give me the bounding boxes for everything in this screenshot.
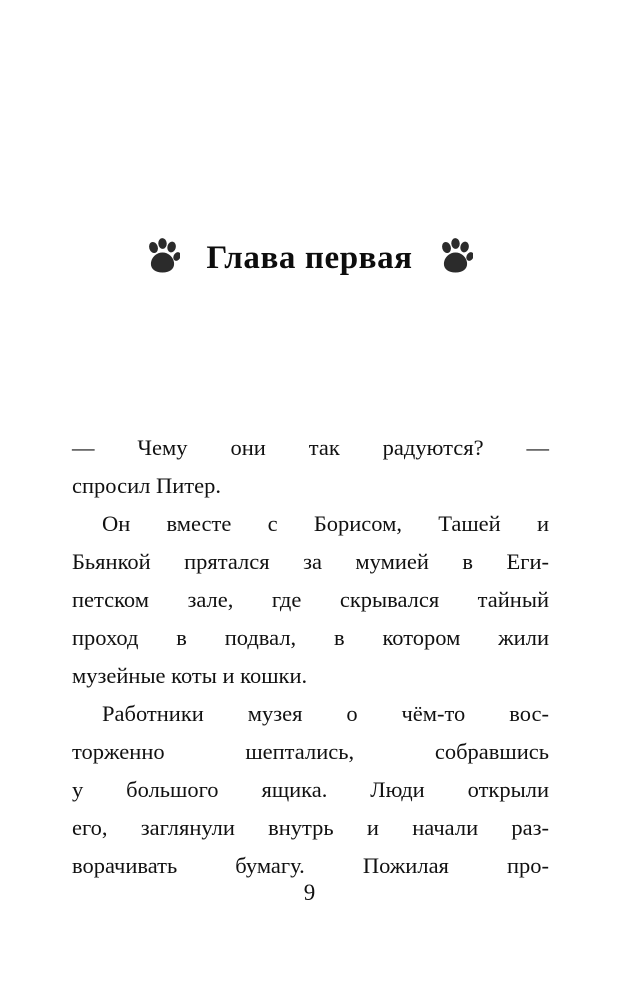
text-line: — Чему они так радуются? — (72, 435, 549, 460)
text-line: проход в подвал, в котором жили (72, 625, 549, 650)
chapter-title: Глава первая (206, 239, 413, 276)
text-line: Работники музея о чём-то вос- (102, 701, 549, 726)
text-line: музейные коты и кошки. (72, 663, 308, 688)
text-line: Он вместе с Борисом, Ташей и (102, 511, 549, 536)
body-text (72, 430, 549, 886)
text-line: спросил Питер. (72, 473, 221, 498)
text-line: петском зале, где скрывался тайный (72, 587, 549, 612)
text-line: ворачивать бумагу. Пожилая про- (72, 853, 549, 878)
text-line: у большого ящика. Люди открыли (72, 777, 549, 802)
text-line: торженно шептались, собравшись (72, 739, 549, 764)
chapter-heading (0, 238, 619, 278)
text-line: его, заглянули внутрь и начали раз- (72, 815, 549, 840)
paw-print-icon-right (439, 238, 473, 278)
text-line: Бьянкой прятался за мумией в Еги- (72, 549, 549, 574)
page-number: 9 (303, 880, 316, 905)
paw-print-icon-left (146, 238, 180, 278)
